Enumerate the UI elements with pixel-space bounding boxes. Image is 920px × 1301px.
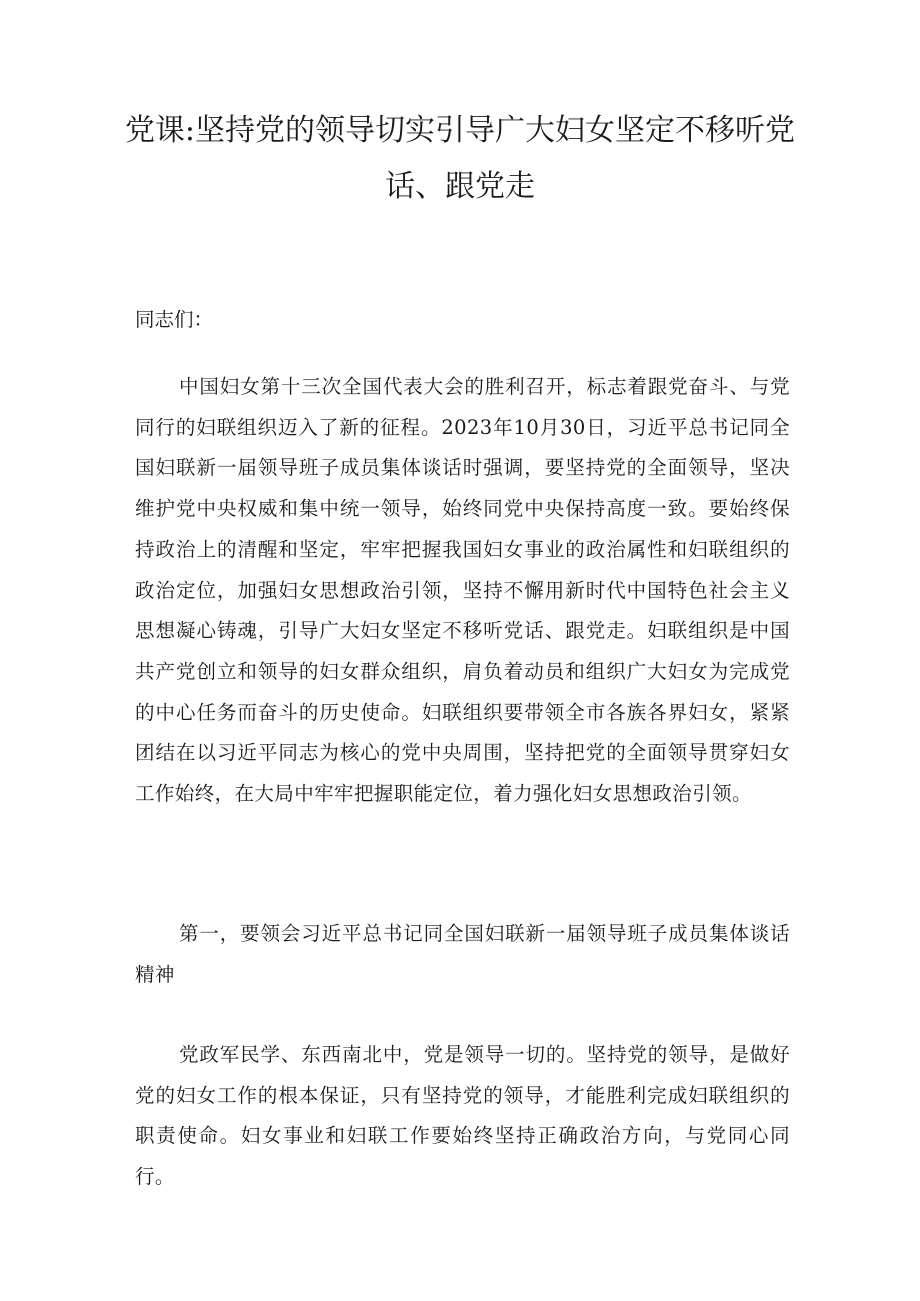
salutation: 同志们： [135, 308, 214, 331]
section-heading-first: 第一，要领会习近平总书记同全国妇联新一届领导班子成员集体谈话精神 [135, 922, 790, 986]
paragraph-party-leadership: 党政军民学、东西南北中，党是领导一切的。坚持党的领导，是做好党的妇女工作的根本保证，只有坚持党的领导，才能胜利完成妇联组织的职责使命。妇女事业和妇联工作要始终坚持正确政治方向，与党同心同行。 [135, 1043, 790, 1189]
document-title [120, 108, 800, 210]
title-line-1: 党课:坚持党的领导切实引导广大妇女坚定不移听党 [124, 113, 796, 148]
paragraph-intro: 中国妇女第十三次全国代表大会的胜利召开，标志着跟党奋斗、与党同行的妇联组织迈入了新的征程。2023年10月30日，习近平总书记同全国妇联新一届领导班子成员集体谈话时强调，要坚持党的全面领导，坚决维护党中央权威和集中统一领导，始终同党中央保持高度一致。要始终保持政治上的清醒和坚定，牢牢把握我国妇女事业的政治属性和妇联组织的政治定位，加强妇女思想政治引领，坚持不懈用新时代中国特色社会主义思想凝心铸魂，引导广大妇女坚定不移听党话、跟党走。妇联组织是中国共产党创立和领导的妇女群众组织，肩负着动员和组织广大妇女为完成党的中心任务而奋斗的历史使命。妇联组织要带领全市各族各界妇女，紧紧团结在以习近平同志为核心的党中央周围，坚持把党的全面领导贯穿妇女工作始终，在大局中牢牢把握职能定位，着力强化妇女思想政治引领。 [135, 375, 790, 806]
title-line-2: 话、跟党走 [385, 169, 535, 204]
